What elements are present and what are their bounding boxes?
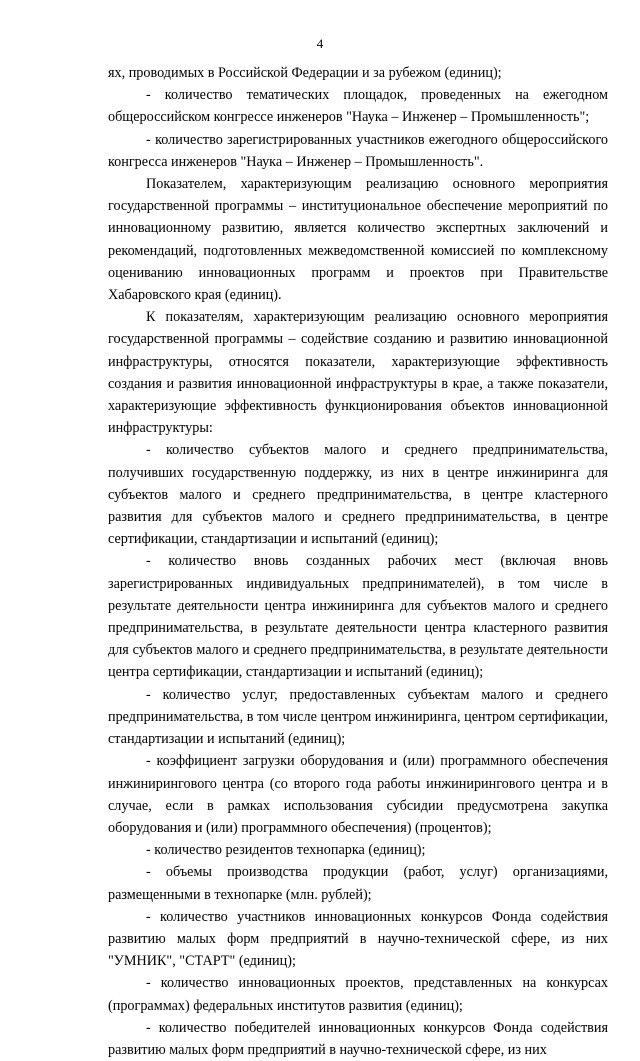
list-item-registered-participants: - количество зарегистрированных участников ежегодного общероссийского конгресса инженеров "Наука – Инженер – Промышленность". bbox=[108, 131, 608, 170]
list-item-technopark-residents: - количество резидентов технопарка (единиц); bbox=[146, 842, 426, 859]
list-item-equipment-load: - коэффициент загрузки оборудования и (или) программного обеспечения инжинирингового центра (со второго года работы инжинирингового центра и в случае, если в рамках использования субсидии предусмотрена закупка оборудования и (или) программного обеспечения) (процентов); bbox=[108, 753, 608, 836]
paragraph-infrastructure-indicators: К показателям, характеризующим реализацию основного мероприятия государственной программы – содействие созданию и развитию инновационной инфраструктуры, относятся показатели, характеризующие эффективность создания и развития инновационной инфраструктуры в крае, а также показатели, характеризующие эффективность функционирования объектов инновационной инфраструктуры: bbox=[108, 309, 608, 437]
page-number: 4 bbox=[316, 36, 324, 51]
list-item-innovation-projects: - количество инновационных проектов, представленных на конкурсах (программах) федеральных институтов развития (единиц); bbox=[108, 975, 608, 1014]
list-item-thematic-platforms: - количество тематических площадок, проведенных на ежегодном общероссийском конгрессе инженеров "Наука – Инженер – Промышленность"; bbox=[108, 87, 608, 126]
list-item-contest-participants: - количество участников инновационных конкурсов Фонда содействия развитию малых форм предприятий в научно-технической сфере, из них "УМНИК", "СТАРТ" (единиц); bbox=[108, 908, 608, 970]
list-item-sme-support: - количество субъектов малого и среднего предпринимательства, получивших государственную поддержку, из них в центре инжиниринга для субъектов малого и среднего предпринимательства, в центре кластерного развития для субъектов малого и среднего предпринимательства, в центре сертификации, стандартизации и испытаний (единиц); bbox=[108, 442, 608, 548]
list-item-contest-winners: - количество победителей инновационных конкурсов Фонда содействия развитию малых форм предприятий в научно-технической сфере, из них bbox=[108, 1019, 608, 1058]
list-item-services: - количество услуг, предоставленных субъектам малого и среднего предпринимательства, в том числе центром инжиниринга, центром сертификации, стандартизации и испытаний (единиц); bbox=[108, 686, 608, 748]
list-item-new-jobs: - количество вновь созданных рабочих мест (включая вновь зарегистрированных индивидуальных предпринимателей), в том числе в результате деятельности центра инжиниринга для субъектов малого и среднего предпринимательства, в результате деятельности центра кластерного развития для субъектов малого и среднего предпринимательства, в результате деятельности центра сертификации, стандартизации и испытаний (единиц); bbox=[108, 553, 608, 681]
paragraph-continuation: ях, проводимых в Российской Федерации и за рубежом (единиц); bbox=[108, 65, 502, 81]
document-body bbox=[108, 62, 608, 1061]
paragraph-institutional-support: Показателем, характеризующим реализацию основного мероприятия государственной программы – институциональное обеспечение мероприятий по инновационному развитию, является количество экспертных заключений и рекомендаций, подготовленных межведомственной комиссией по комплексному оцениванию инновационных программ и проектов при Правительстве Хабаровского края (единиц). bbox=[108, 176, 608, 304]
list-item-production-volume: - объемы производства продукции (работ, услуг) организациями, размещенными в технопарке (млн. рублей); bbox=[108, 864, 608, 903]
